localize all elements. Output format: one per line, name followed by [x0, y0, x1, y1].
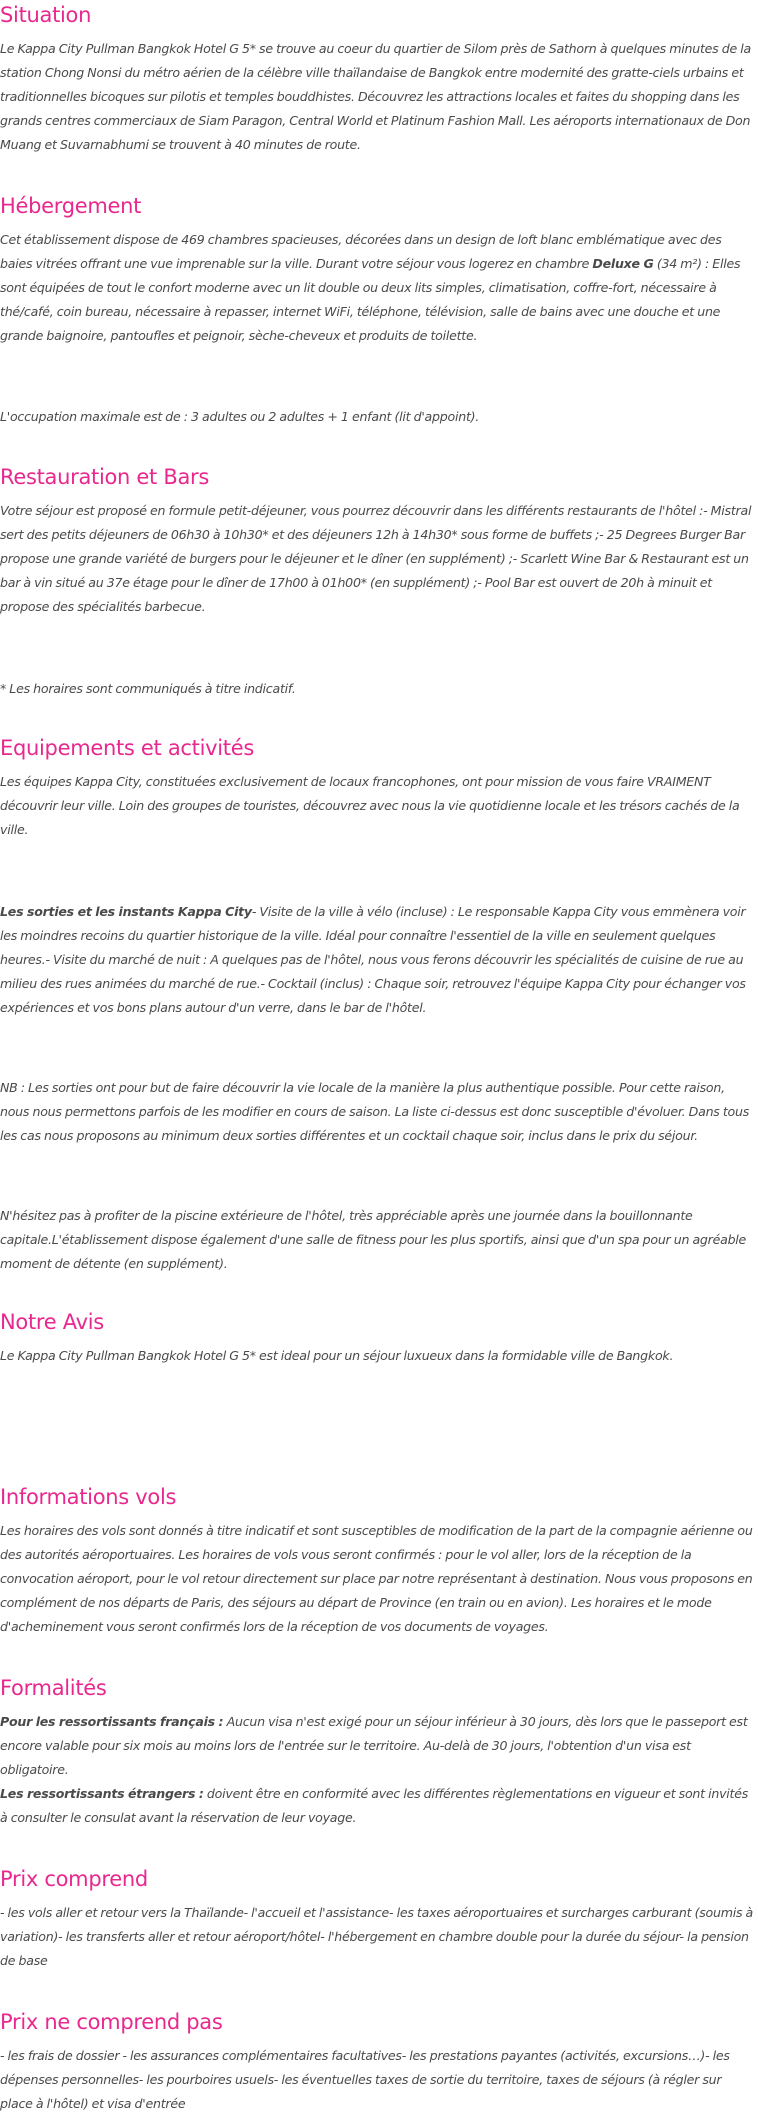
- prix-ne-comprend-text: - les frais de dossier - les assurances complémentaires facultatives- les prestations payantes (activités, excursions…)- les dépenses personnelles- les pourboires usuels- les éventuelles taxes de sortie du territoire, taxes de séjours (à régler sur place à l'hôtel) et visa d'entrée: [0, 2048, 730, 2111]
- formalites-etr: [0, 1782, 756, 1830]
- nb-text: NB : Les sorties ont pour but de faire découvrir la vie locale de la manière la plus authentique possible. Pour cette raison, nous nous permettons parfois de les modifier en cours de saison. La liste ci-dessus est donc susceptible d'évoluer. Dans tous les cas nous proposons au minimum deux sorties différentes et un cocktail chaque soir, inclus dans le prix du séjour.: [0, 1080, 750, 1143]
- avis-text: Le Kappa City Pullman Bangkok Hotel G 5* est ideal pour un séjour luxueux dans la formidable ville de Bangkok.: [0, 1348, 674, 1363]
- hebergement-text-before: Cet établissement dispose de 469 chambres spacieuses, décorées dans un design de loft blanc emblématique avec des baies vitrées offrant une vue imprenable sur la ville. Durant votre séjour vous logerez en chambre: [0, 232, 722, 271]
- section-formalites: [0, 1673, 756, 1830]
- equipements-intro: Les équipes Kappa City, constituées exclusivement de locaux francophones, ont pour mission de vous faire VRAIMENT découvrir leur ville. Loin des groupes de touristes, découvrez avec nous la vie quotidienne locale et les trésors cachés de la ville.: [0, 774, 740, 837]
- section-equipements: [0, 733, 756, 842]
- occupancy-text: L'occupation maximale est de : 3 adultes ou 2 adultes + 1 enfant (lit d'appoint).: [0, 409, 480, 424]
- occupancy-block: [0, 405, 756, 429]
- situation-heading: Situation: [0, 3, 92, 27]
- formalites-etr-text: doivent être en conformité avec les différentes règlementations en vigueur et sont invités à consulter le consulat avant la réservation de leur voyage.: [0, 1786, 749, 1825]
- formalites-heading: Formalités: [0, 1676, 107, 1700]
- restauration-heading: Restauration et Bars: [0, 465, 210, 489]
- formalites-fr-text: Aucun visa n'est exigé pour un séjour inférieur à 30 jours, dès lors que le passeport est encore valable pour six mois au moins lors de l'entrée sur le territoire. Au-delà de 30 jours, l'obtention d'un visa est obligatoire.: [0, 1714, 748, 1777]
- section-hebergement: [0, 191, 756, 348]
- formalites-fr: [0, 1710, 756, 1782]
- equipements-heading: Equipements et activités: [0, 736, 254, 760]
- restauration-note-block: [0, 677, 756, 701]
- prix-comprend-text: - les vols aller et retour vers la Thaïlande- l'accueil et l'assistance- les taxes aéroportuaires et surcharges carburant (soumis à variation)- les transferts aller et retour aéroport/hôtel- l'hébergement en chambre double pour la durée du séjour- la pension de base: [0, 1905, 754, 1968]
- hebergement-text-after: (34 m²) : Elles sont équipées de tout le confort moderne avec un lit double ou deux lits simples, climatisation, coffre-fort, nécessaire à thé/café, coin bureau, nécessaire à repasser, internet WiFi, téléphone, télévision, salle de bains avec une douche et une grande baignoire, pantoufles et peignoir, sèche-cheveux et produits de toilette.: [0, 256, 741, 343]
- section-vols: [0, 1482, 756, 1639]
- section-prix-ne-comprend: [0, 2007, 756, 2116]
- prix-ne-comprend-heading: Prix ne comprend pas: [0, 2010, 223, 2034]
- sorties-text: [0, 900, 756, 1020]
- hebergement-heading: Hébergement: [0, 194, 142, 218]
- restauration-note: * Les horaires sont communiqués à titre indicatif.: [0, 681, 296, 696]
- situation-text: Le Kappa City Pullman Bangkok Hotel G 5* se trouve au coeur du quartier de Silom près de Sathorn à quelques minutes de la station Chong Nonsi du métro aérien de la célèbre ville thaïlandaise de Bangkok entre modernité des gratte-ciels urbains et traditionnelles bicoques sur pilotis et temples bouddhistes. Découvrez les attractions locales et faites du shopping dans les grands centres commerciaux de Siam Paragon, Central World et Platinum Fashion Mall. Les aéroports internationaux de Don Muang et Suvarnabhumi se trouvent à 40 minutes de route.: [0, 41, 751, 152]
- room-name: Deluxe G: [592, 256, 654, 271]
- section-avis: [0, 1307, 756, 1368]
- nb-block: [0, 1076, 756, 1148]
- sorties-label: Les sorties et les instants Kappa City: [0, 904, 252, 919]
- section-situation: [0, 0, 756, 157]
- section-prix-comprend: [0, 1864, 756, 1973]
- section-restauration: [0, 462, 756, 619]
- piscine-block: [0, 1204, 756, 1276]
- hebergement-text: [0, 228, 756, 348]
- vols-text: Les horaires des vols sont donnés à titre indicatif et sont susceptibles de modification de la part de la compagnie aérienne ou des autorités aéroportuaires. Les horaires de vols vous seront confirmés : pour le vol aller, lors de la réception de la convocation aéroport, pour le vol retour directement sur place par notre représentant à destination. Nous vous proposons en complément de nos départs de Paris, des séjours au départ de Province (en train ou en avion). Les horaires et le mode d'acheminement vous seront confirmés lors de la réception de vos documents de voyages.: [0, 1523, 753, 1634]
- prix-comprend-heading: Prix comprend: [0, 1867, 148, 1891]
- avis-heading: Notre Avis: [0, 1310, 104, 1334]
- piscine-text: N'hésitez pas à profiter de la piscine extérieure de l'hôtel, très appréciable après une journée dans la bouillonnante capitale.L'établissement dispose également d'une salle de fitness pour les plus sportifs, ainsi que d'un spa pour un agréable moment de détente (en supplément).: [0, 1208, 747, 1271]
- formalites-etr-label: Les ressortissants étrangers :: [0, 1786, 204, 1801]
- sorties-block: [0, 900, 756, 1020]
- formalites-fr-label: Pour les ressortissants français :: [0, 1714, 224, 1729]
- vols-heading: Informations vols: [0, 1485, 177, 1509]
- sorties-body: - Visite de la ville à vélo (incluse) : Le responsable Kappa City vous emmènera voir les moindres recoins du quartier historique de la ville. Idéal pour connaître l'essentiel de la ville en seulement quelques heures.- Visite du marché de nuit : A quelques pas de l'hôtel, nous vous ferons découvrir les spécialités de cuisine de rue au milieu des rues animées du marché de rue.- Cocktail (inclus) : Chaque soir, retrouvez l'équipe Kappa City pour échanger vos expériences et vos bons plans autour d'un verre, dans le bar de l'hôtel.: [0, 904, 746, 1015]
- restauration-text: Votre séjour est proposé en formule petit-déjeuner, vous pourrez découvrir dans les différents restaurants de l'hôtel :- Mistral sert des petits déjeuners de 06h30 à 10h30* et des déjeuners 12h à 14h30* sous forme de buffets ;- 25 Degrees Burger Bar propose une grande variété de burgers pour le déjeuner et le dîner (en supplément) ;- Scarlett Wine Bar & Restaurant est un bar à vin situé au 37e étage pour le dîner de 17h00 à 01h00* (en supplément) ;- Pool Bar est ouvert de 20h à minuit et propose des spécialités barbecue.: [0, 503, 752, 614]
